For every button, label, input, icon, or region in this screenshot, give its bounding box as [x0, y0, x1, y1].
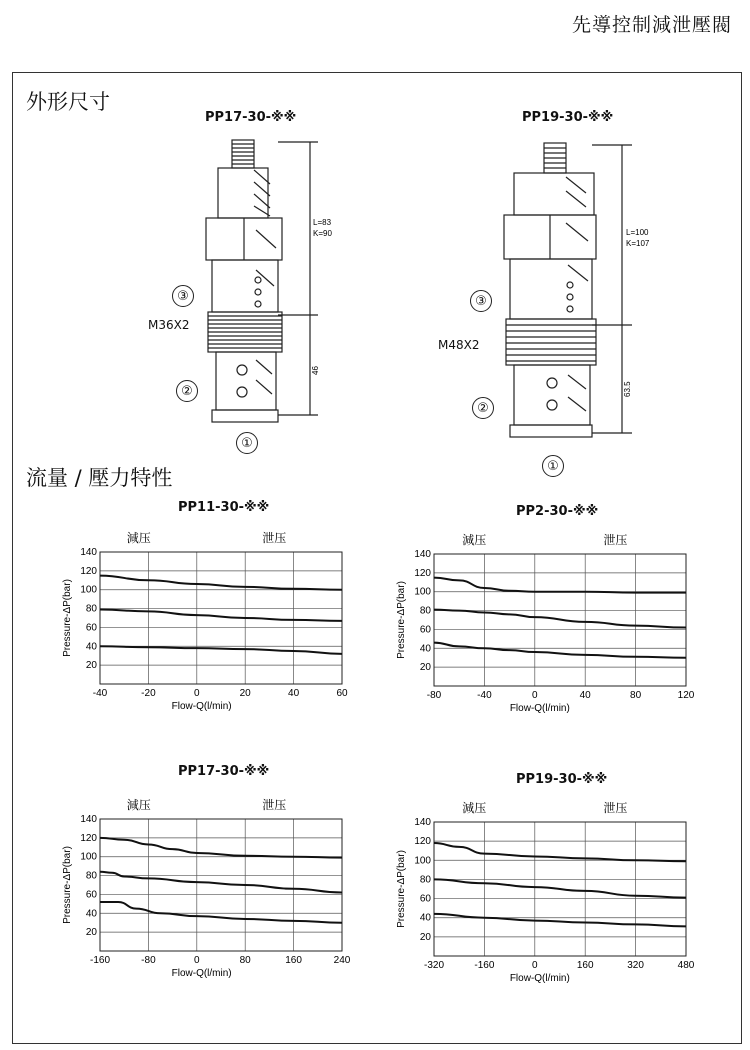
series-line-high: [434, 578, 686, 593]
x-tick-label: -80: [426, 690, 442, 701]
y-tick-label: 40: [85, 641, 97, 653]
series-line-high: [100, 576, 342, 590]
valve-1-port-2: ②: [176, 380, 198, 402]
region-label-relieving: 泄压: [262, 531, 287, 545]
series-line-mid: [100, 872, 342, 893]
y-tick-label: 20: [419, 931, 431, 943]
valve-2-dim-l: L=100: [626, 228, 649, 237]
x-tick-label: -320: [423, 960, 445, 971]
series-line-mid: [434, 610, 686, 628]
x-axis-label: Flow-Q(l/min): [171, 701, 232, 712]
y-tick-label: 140: [414, 549, 431, 560]
y-tick-label: 20: [85, 927, 97, 939]
valve-2-cap: [514, 173, 594, 215]
x-tick-label: 40: [579, 690, 591, 701]
y-tick-label: 120: [414, 836, 431, 848]
y-tick-label: 40: [419, 912, 431, 924]
y-axis-label: Pressure-ΔP(bar): [62, 579, 73, 657]
y-tick-label: 40: [419, 643, 431, 655]
x-tick-label: 120: [677, 690, 695, 701]
x-tick-label: 160: [576, 960, 594, 971]
y-tick-label: 140: [80, 547, 97, 558]
y-tick-label: 20: [85, 660, 97, 672]
series-line-low: [100, 646, 342, 654]
valve-1-thread-label: M36X2: [148, 318, 190, 332]
valve-2-model: PP19-30-※※: [522, 110, 614, 125]
valve-2-port-3: ③: [470, 290, 492, 312]
y-tick-label: 80: [419, 874, 431, 886]
valve-2-dim-lower: 63.5: [623, 381, 632, 397]
series-line-low: [434, 643, 686, 658]
plot-frame: [100, 819, 342, 951]
y-axis-label: Pressure-ΔP(bar): [396, 850, 407, 928]
x-tick-label: -160: [474, 960, 495, 971]
valve-2-sleeve: [514, 365, 590, 425]
x-tick-label: -40: [92, 688, 108, 699]
x-tick-label: 60: [336, 688, 348, 699]
region-label-reducing: 減压: [462, 801, 487, 815]
region-label-reducing: 減压: [126, 798, 151, 812]
chart-1: [50, 528, 360, 728]
y-tick-label: 60: [419, 893, 431, 905]
valve-2-port-1: ①: [542, 455, 564, 477]
valve-1-port-1: ①: [236, 432, 258, 454]
x-tick-label: 0: [194, 955, 200, 966]
series-line-high: [100, 838, 342, 858]
series-line-high: [434, 843, 686, 861]
chart-1-title: PP11-30-※※: [178, 500, 270, 515]
x-tick-label: 320: [627, 960, 644, 971]
valve-2-body: [510, 259, 592, 319]
series-line-low: [100, 902, 342, 923]
valve-2-drawing: [470, 135, 670, 445]
region-label-reducing: 減压: [462, 533, 487, 547]
x-tick-label: 240: [333, 955, 351, 966]
valve-2-thread: [506, 319, 596, 365]
valve-1-sleeve: [216, 352, 276, 410]
x-axis-label: Flow-Q(l/min): [171, 968, 232, 979]
region-label-relieving: 泄压: [262, 798, 287, 812]
y-tick-label: 20: [419, 662, 431, 674]
valve-1-model: PP17-30-※※: [205, 110, 297, 125]
chart-3: [50, 795, 360, 995]
y-axis-label: Pressure-ΔP(bar): [396, 581, 407, 659]
dimensions-title: 外形尺寸: [26, 90, 110, 114]
y-tick-label: 100: [414, 586, 431, 598]
valve-2-port-2: ②: [472, 397, 494, 419]
y-tick-label: 140: [80, 814, 97, 825]
y-tick-label: 60: [419, 624, 431, 636]
x-tick-label: -20: [141, 688, 156, 699]
y-tick-label: 120: [80, 832, 97, 844]
x-tick-label: -160: [89, 955, 111, 966]
valve-1-body: [212, 260, 278, 312]
series-line-mid: [434, 879, 686, 897]
y-tick-label: 100: [414, 855, 431, 867]
x-tick-label: 0: [194, 688, 200, 699]
region-label-relieving: 泄压: [603, 801, 628, 815]
y-tick-label: 120: [414, 567, 431, 579]
x-tick-label: 20: [239, 688, 251, 699]
valve-1-dim-l: L=83: [313, 218, 332, 227]
y-tick-label: 140: [414, 817, 431, 828]
page-title: 先導控制減泄壓閥: [571, 14, 732, 36]
chart-4: [384, 798, 704, 1000]
region-label-reducing: 減压: [126, 531, 151, 545]
chart-2-title: PP2-30-※※: [516, 504, 599, 519]
x-axis-label: Flow-Q(l/min): [509, 703, 570, 714]
x-tick-label: -40: [477, 690, 492, 701]
x-tick-label: 40: [288, 688, 300, 699]
valve-1-dim-lower: 46: [311, 366, 320, 375]
y-tick-label: 100: [80, 584, 97, 596]
valve-2-thread-label: M48X2: [438, 338, 480, 352]
plot-frame: [100, 552, 342, 684]
x-tick-label: 0: [532, 960, 538, 971]
chart-4-title: PP19-30-※※: [516, 772, 608, 787]
y-tick-label: 60: [85, 889, 97, 901]
x-tick-label: 0: [532, 690, 538, 701]
y-tick-label: 80: [85, 603, 97, 615]
series-line-low: [434, 914, 686, 926]
x-tick-label: 80: [630, 690, 642, 701]
x-tick-label: 480: [677, 960, 695, 971]
x-tick-label: -80: [141, 955, 156, 966]
y-tick-label: 60: [85, 622, 97, 634]
y-tick-label: 100: [80, 851, 97, 863]
flow-title: 流量 / 壓力特性: [26, 466, 173, 490]
region-label-relieving: 泄压: [603, 533, 628, 547]
y-tick-label: 80: [85, 870, 97, 882]
y-axis-label: Pressure-ΔP(bar): [62, 846, 73, 924]
x-tick-label: 160: [285, 955, 302, 966]
x-tick-label: 80: [239, 955, 251, 966]
y-tick-label: 120: [80, 565, 97, 577]
chart-3-title: PP17-30-※※: [178, 764, 270, 779]
series-line-mid: [100, 610, 342, 621]
valve-2-dim-k: K=107: [626, 239, 650, 248]
y-tick-label: 40: [85, 908, 97, 920]
valve-1-port-3: ③: [172, 285, 194, 307]
x-axis-label: Flow-Q(l/min): [509, 973, 570, 984]
chart-2: [384, 530, 704, 730]
y-tick-label: 80: [419, 605, 431, 617]
valve-1-dim-k: K=90: [313, 229, 332, 238]
